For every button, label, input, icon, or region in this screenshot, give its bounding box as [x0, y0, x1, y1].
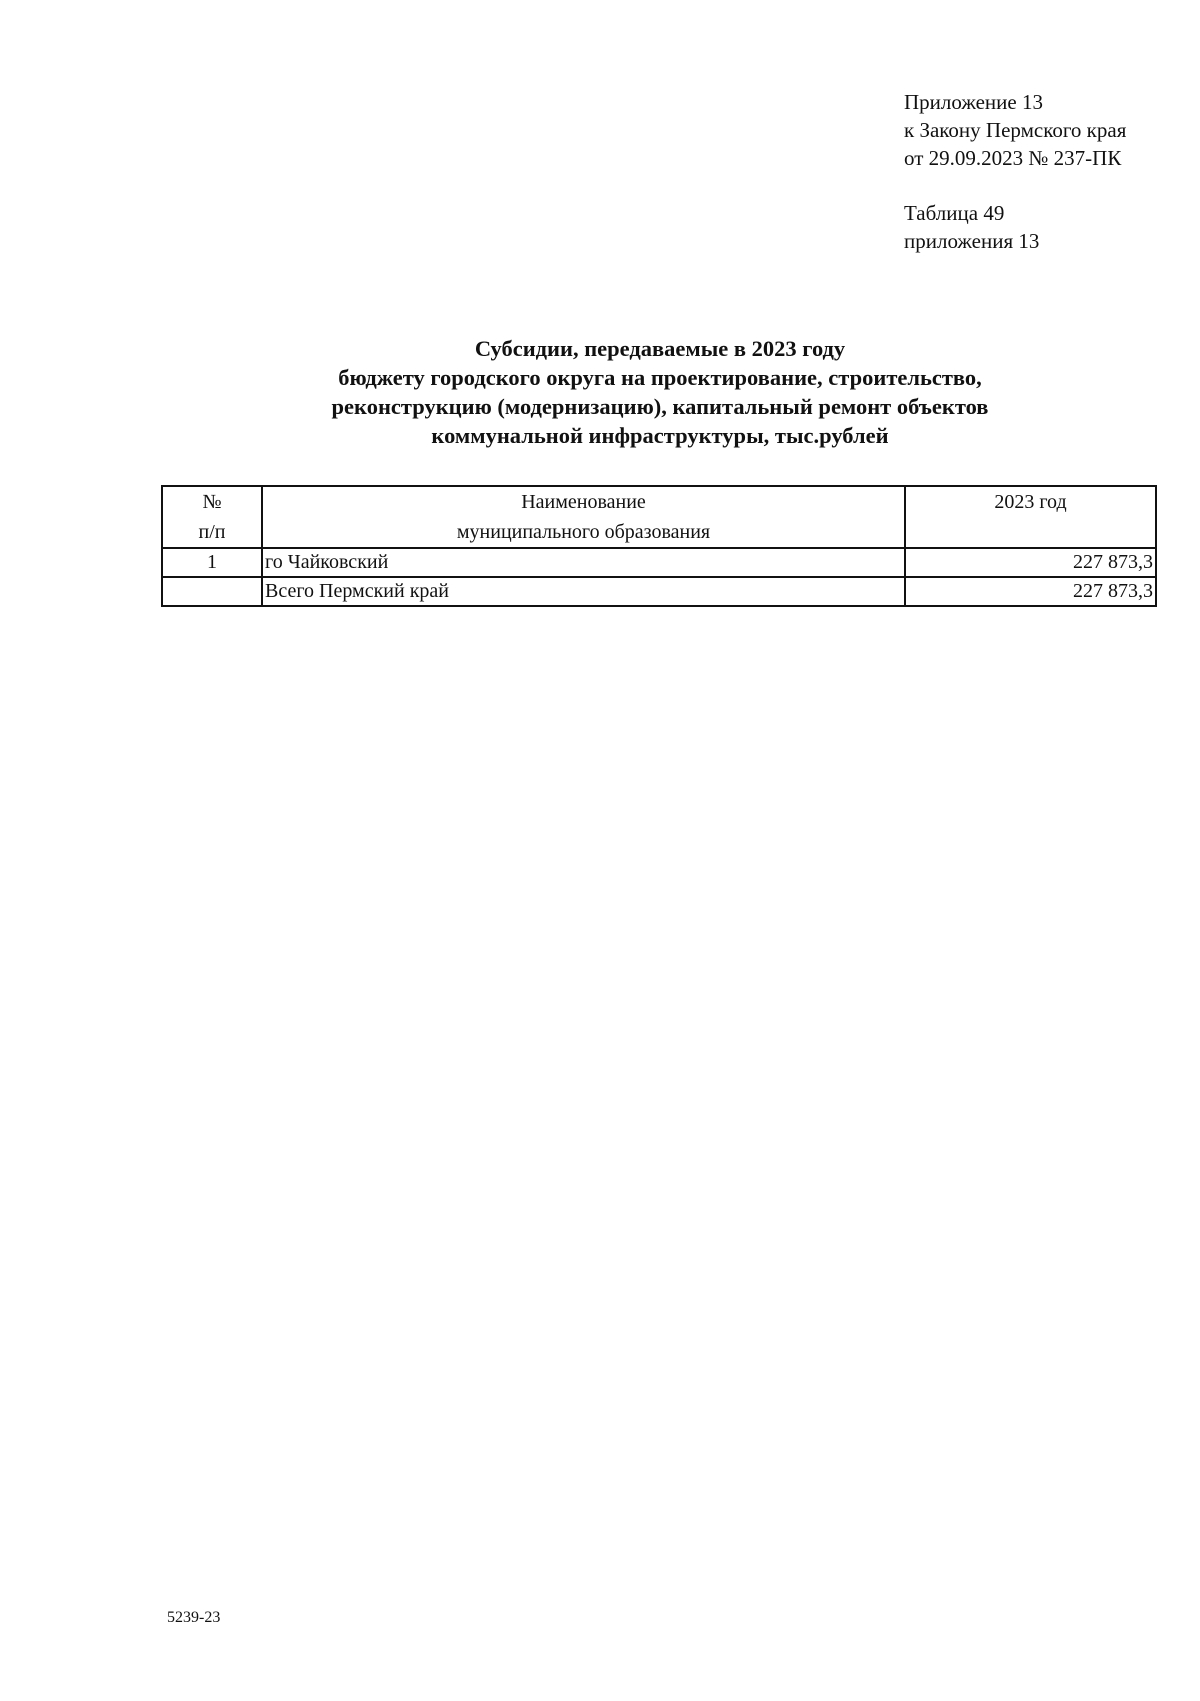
header-number-line-1: № — [202, 491, 222, 513]
table-ref-line-2: приложения 13 — [904, 229, 1040, 253]
row-number: 1 — [162, 548, 262, 577]
document-title — [160, 334, 1160, 450]
title-line-3: реконструкцию (модернизацию), капитальный ремонт объектов — [331, 394, 989, 419]
row-name: Всего Пермский край — [262, 577, 905, 606]
subsidies-table — [161, 485, 1157, 607]
header-number-line-2: п/п — [198, 521, 226, 543]
row-value: 227 873,3 — [905, 577, 1156, 606]
table-ref-line-1: Таблица 49 — [904, 201, 1005, 225]
document-code: 5239-23 — [167, 1609, 221, 1626]
title-line-2: бюджету городского округа на проектирование, строительство, — [338, 365, 982, 390]
appendix-reference — [904, 88, 1184, 172]
table-reference — [904, 199, 1184, 255]
table-row-total — [162, 577, 1156, 606]
appendix-line-3: от 29.09.2023 № 237-ПК — [904, 146, 1122, 170]
header-name — [262, 486, 905, 548]
header-year: 2023 год — [905, 486, 1156, 548]
appendix-line-1: Приложение 13 — [904, 90, 1043, 114]
header-number — [162, 486, 262, 548]
row-number — [162, 577, 262, 606]
title-line-4: коммунальной инфраструктуры, тыс.рублей — [431, 423, 889, 448]
row-name: го Чайковский — [262, 548, 905, 577]
table-header-row — [162, 486, 1156, 548]
header-name-line-1: Наименование — [521, 491, 646, 513]
header-name-line-2: муниципального образования — [456, 521, 711, 543]
row-value: 227 873,3 — [905, 548, 1156, 577]
table-row — [162, 548, 1156, 577]
appendix-line-2: к Закону Пермского края — [904, 118, 1127, 142]
title-line-1: Субсидии, передаваемые в 2023 году — [474, 336, 846, 361]
